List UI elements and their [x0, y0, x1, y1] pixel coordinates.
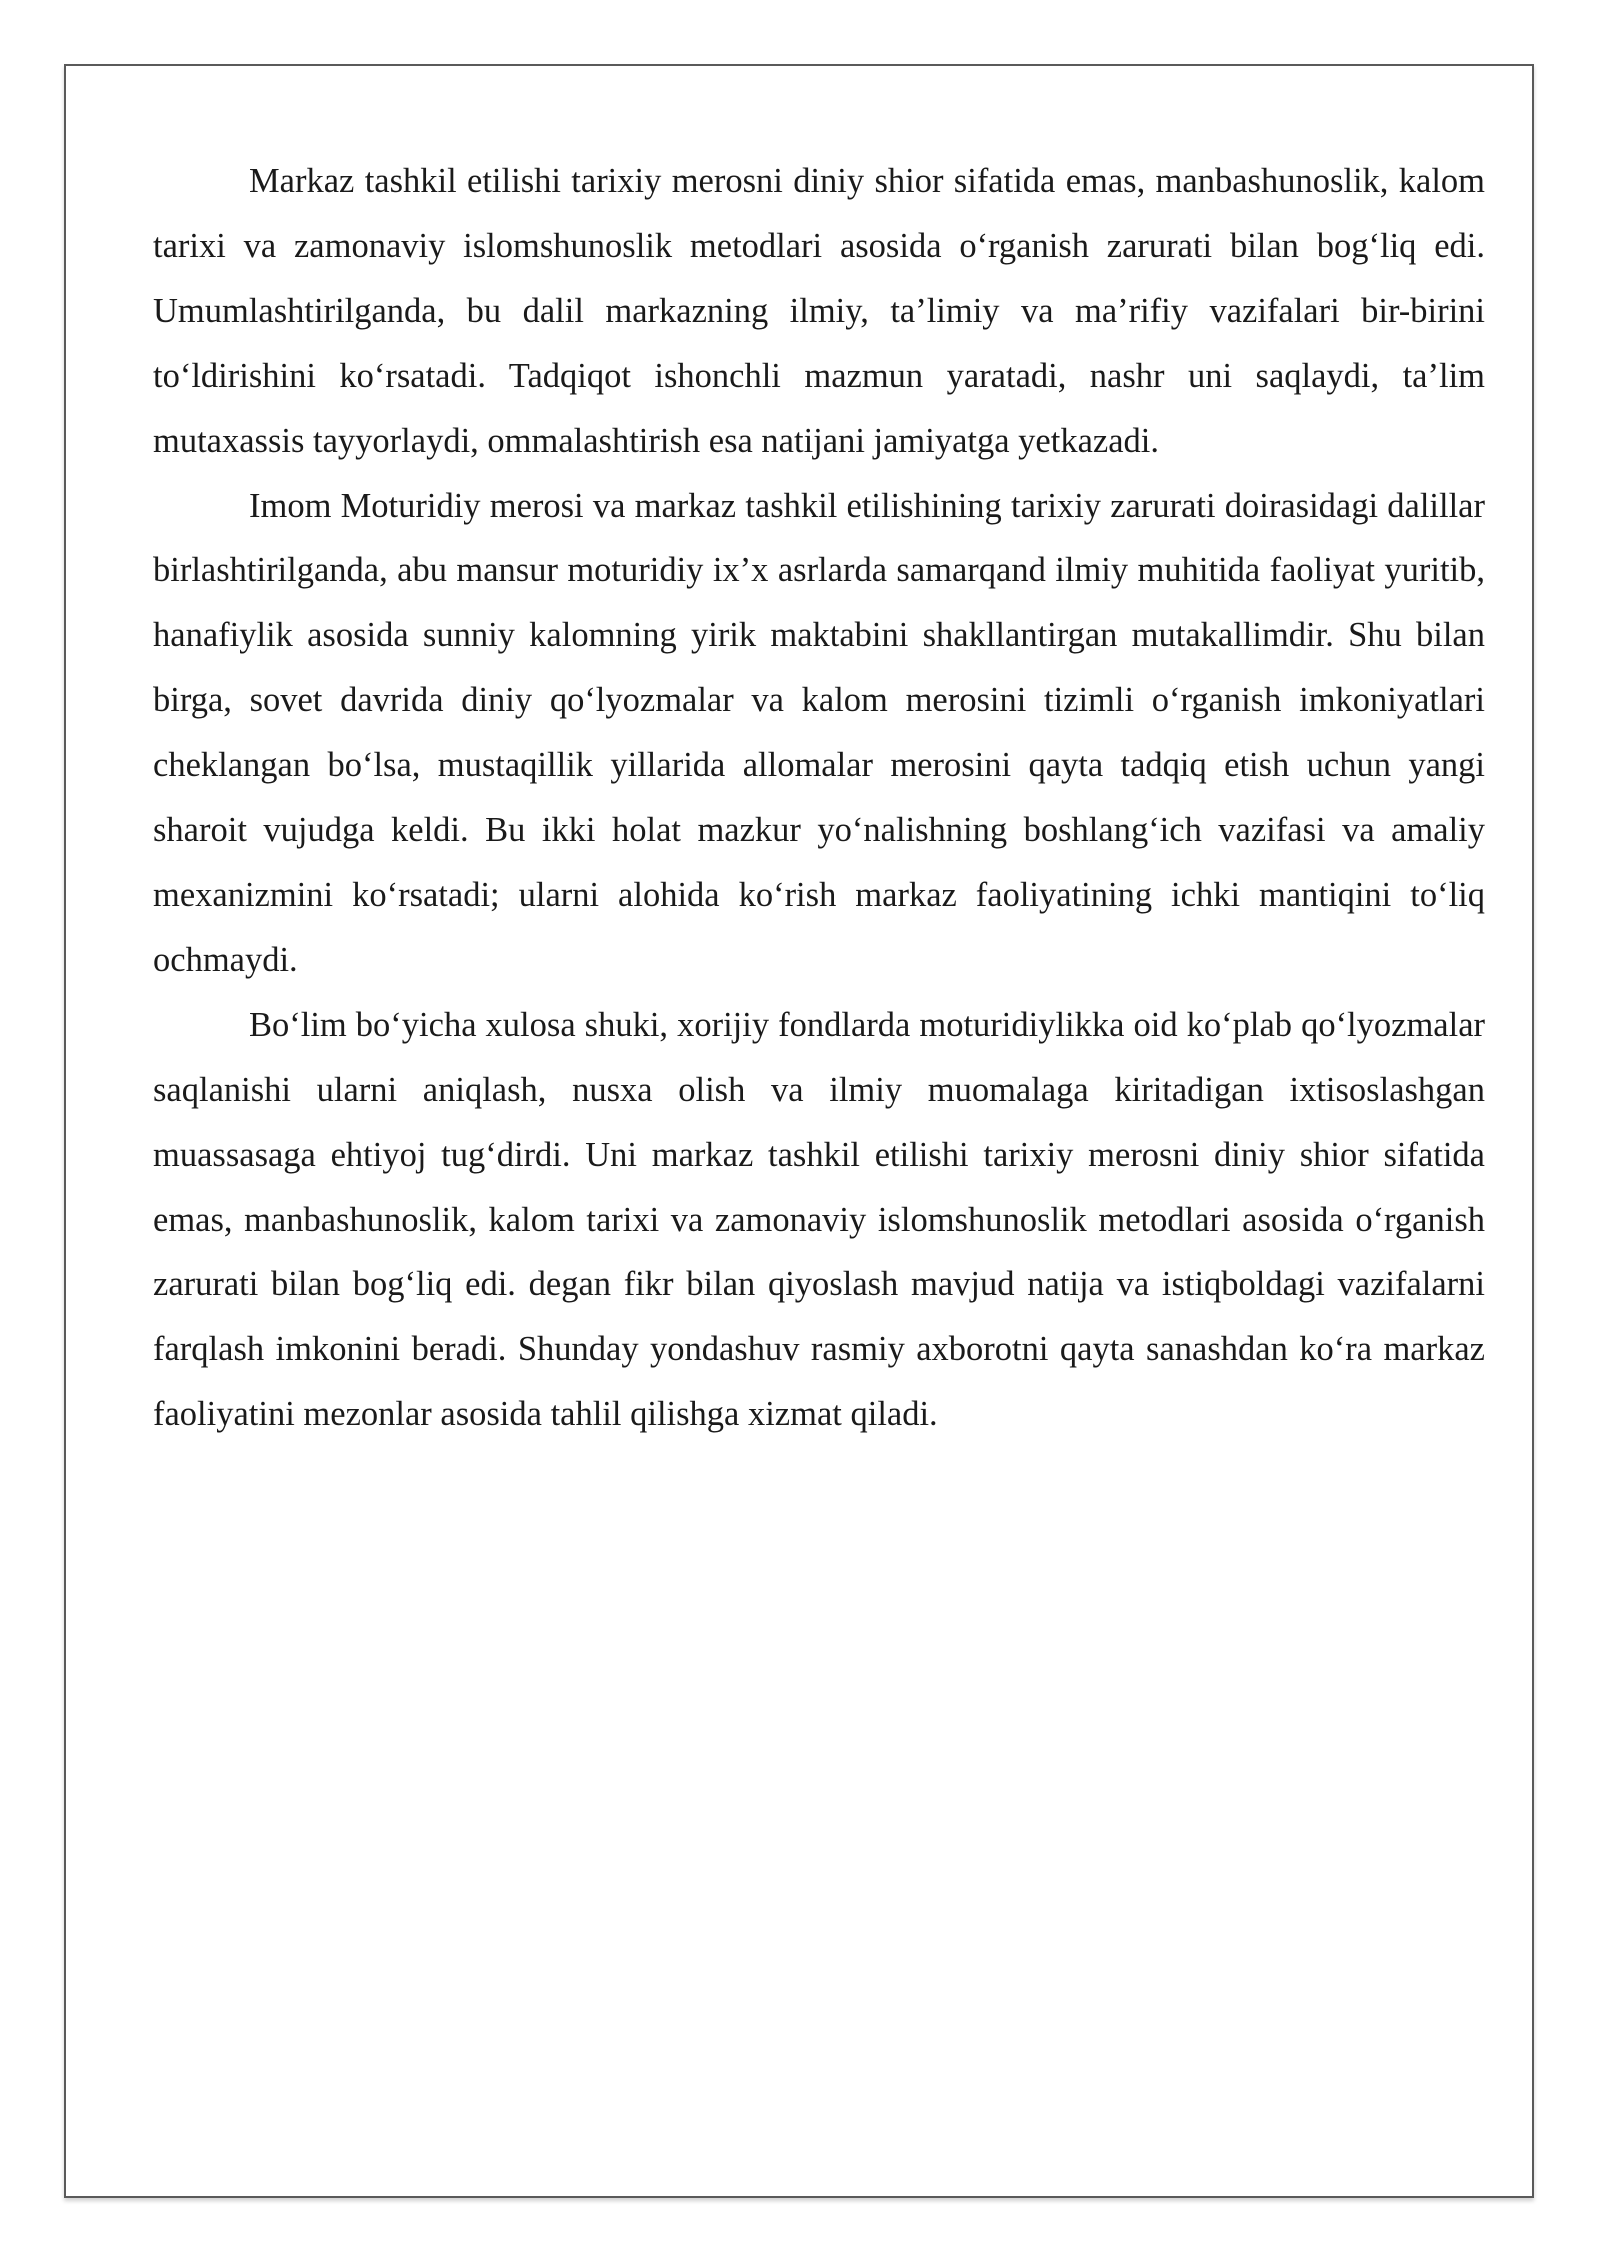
paragraph-3: Bo‘lim bo‘yicha xulosa shuki, xorijiy fondlarda moturidiylikka oid ko‘plab qo‘lyozmalar saqlanishi ularni aniqlash, nusxa olish va ilmiy muomalaga kiritadigan ixtisoslashgan muassasaga ehtiyoj tug‘dirdi. Uni markaz tashkil etilishi tarixiy merosni diniy shior sifatida emas, manbashunoslik, kalom tarixi va zamonaviy islomshunoslik metodlari asosida o‘rganish zarurati bilan bog‘liq edi. degan fikr bilan qiyoslash mavjud natija va istiqboldagi vazifalarni farqlash imkonini beradi. Shunday yondashuv rasmiy axborotni qayta sanashdan ko‘ra markaz faoliyatini mezonlar asosida tahlil qilishga xizmat qiladi. [153, 1005, 1485, 1434]
document-body [153, 149, 1485, 1447]
paragraph-2: Imom Moturidiy merosi va markaz tashkil etilishining tarixiy zarurati doirasidagi dalillar birlashtirilganda, abu mansur moturidiy ix’x asrlarda samarqand ilmiy muhitida faoliyat yuritib, hanafiylik asosida sunniy kalomning yirik maktabini shakllantirgan mutakallimdir. Shu bilan birga, sovet davrida diniy qo‘lyozmalar va kalom merosini tizimli o‘rganish imkoniyatlari cheklangan bo‘lsa, mustaqillik yillarida allomalar merosini qayta tadqiq etish uchun yangi sharoit vujudga keldi. Bu ikki holat mazkur yo‘nalishning boshlang‘ich vazifasi va amaliy mexanizmini ko‘rsatadi; ularni alohida ko‘rish markaz faoliyatining ichki mantiqini to‘liq ochmaydi. [153, 486, 1485, 979]
paragraph-1: Markaz tashkil etilishi tarixiy merosni diniy shior sifatida emas, manbashunoslik, kalom tarixi va zamonaviy islomshunoslik metodlari asosida o‘rganish zarurati bilan bog‘liq edi. Umumlashtirilganda, bu dalil markazning ilmiy, ta’limiy va ma’rifiy vazifalari bir-birini to‘ldirishini ko‘rsatadi. Tadqiqot ishonchli mazmun yaratadi, nashr uni saqlaydi, ta’lim mutaxassis tayyorlaydi, ommalashtirish esa natijani jamiyatga yetkazadi. [153, 162, 1485, 460]
